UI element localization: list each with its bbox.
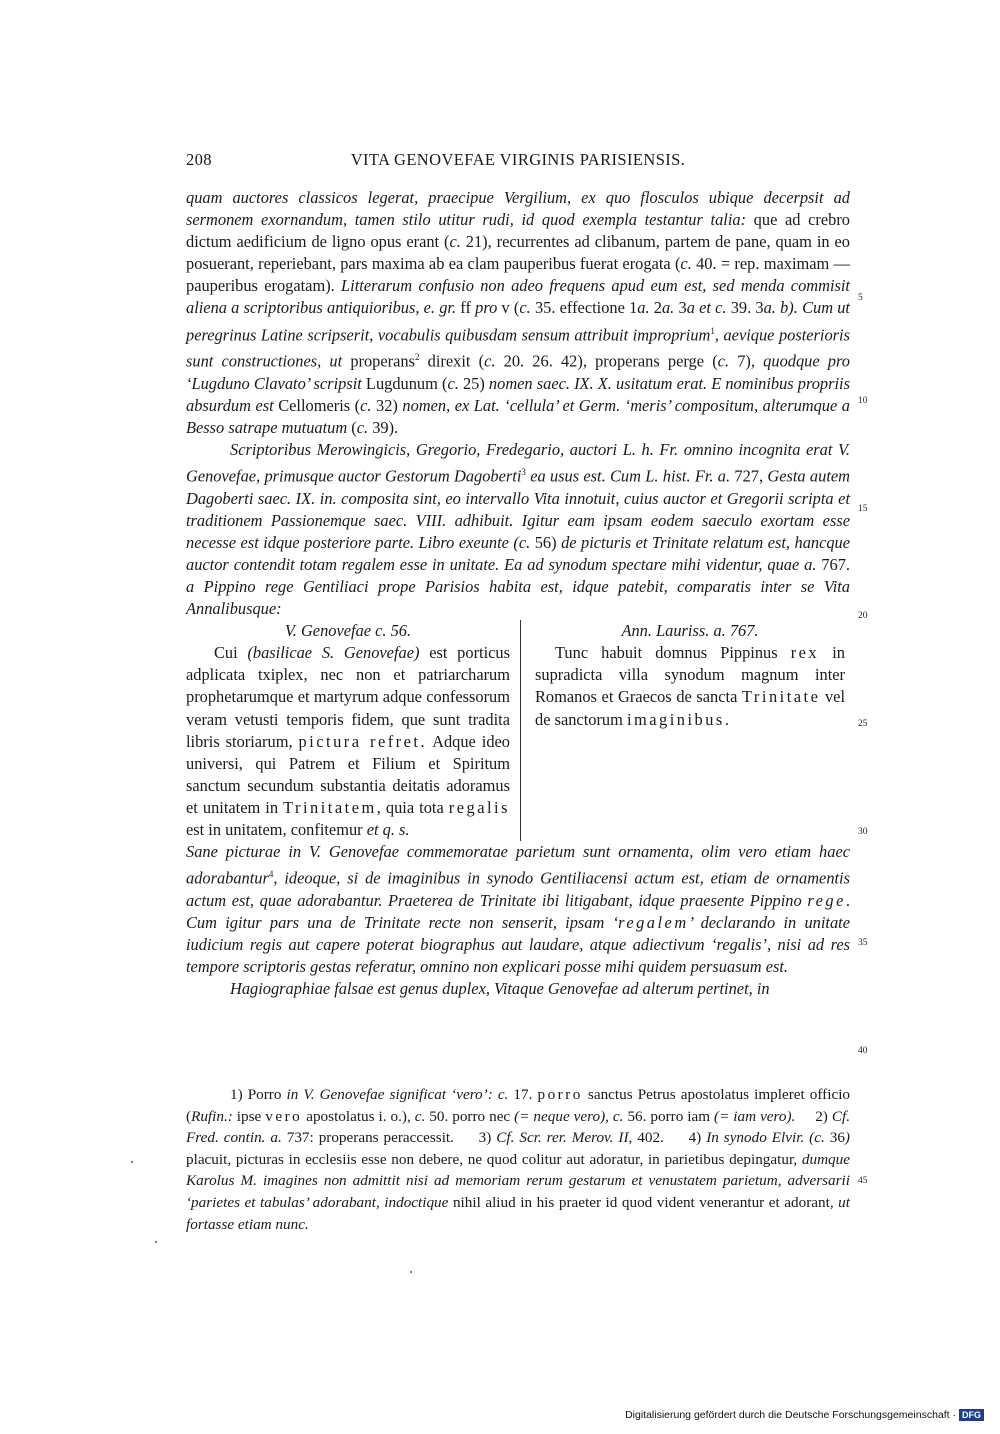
line-number: 30	[858, 827, 868, 837]
footnote: 1) Porro in V. Genovefae significat ‘vero’: c. 17. porro sanctus Petrus apostolatus impleret officio (Rufin.: ipse vero apostolatus i. o.), c. 50. porro nec (= neque vero), c. 56. porro iam (= iam vero). 2) Cf. Fred. contin. a. 737: properans peraccessit. 3) Cf. Scr. rer. Merov. II, 402. 4) In synodo Elvir. (c. 36) placuit, picturas in ecclesiis esse non debere, ne quod colitur aut adoratur, in parietibus depingatur, dumque Karolus M. imagines non admittit nisi ad memoriam rerum gestarum et venustatem parietum, adversarii ‘parietes et tabulas’ adorabant, indoctique nihil aliud in his praeter id quod vident venerantur et adorant, ut fortasse etiam nunc.	[186, 1086, 851, 1233]
comparison-columns	[186, 620, 850, 841]
paragraph: quam auctores classicos legerat, praecipue Vergilium, ex quo flosculos ubique decerpsit ad sermonem exornandum, tamen stilo utitur rudi, id quod exempla testantur talia: que ad crebro dictum aedificium de ligno opus erant (c. 21), recurrentes ad clibanum, partem de pane, quam in eo posuerant, reperiebant, pars maxima ab ea clam pauperibus fuerat erogata (c. 40. = rep. maximam — pauperibus erogatam). Litterarum confusio non adeo frequens apud eum est, sed menda commisit aliena a scriptoribus antiquioribus, e. gr. ff pro v (c. 35. effectione 1a. 2a. 3a et c. 39. 3a. b). Cum ut peregrinus Latine scripserit, vocabulis quibusdam sensum attribuit improprium$^1$, aevique posterioris sunt constructiones, ut properans$^2$ direxit (c. 20. 26. 42), properans perge (c. 7), quodque pro ‘Lugduno Clavato’ scripsit Lugdunum (c. 25) nomen saec. IX. X. usitatum erat. E nominibus propriis absurdum est Cellomeris (c. 32) nomen, ex Lat. ‘cellula’ et Germ. ‘meris’ compositum, alterumque a Besso satrape mutuatum (c. 39).	[186, 188, 850, 437]
paragraph: Hagiographiae falsae est genus duplex, Vitaque Genovefae ad alterum pertinet, in	[230, 979, 770, 999]
line-number: 5	[858, 293, 863, 303]
scan-speck	[410, 1271, 412, 1273]
running-title: VITA GENOVEFAE VIRGINIS PARISIENSIS.	[350, 150, 686, 169]
left-column: V. Genovefae c. 56. Cui (basilicae S. Genovefae) est porticus adplicata txiplex, nec non et patriarcharum prophetarumque et martyrum adque confessorum veram vetusti temporis fidem, que sunt tradita libris storiarum, pictura refret. Adque ideo universi, qui Patrem et Filium et Spiritum sanctum secundum substantia deitatis adoramus et unitatem in Trinitatem, quia tota regalis est in unitatem, confitemur et q. s.	[186, 620, 521, 841]
line-number: 20	[858, 611, 868, 621]
credit-text: Digitalisierung gefördert durch die Deutsche Forschungsgemeinschaft ·	[625, 1409, 956, 1421]
scan-speck	[155, 1241, 157, 1243]
digitization-credit	[625, 1409, 984, 1421]
main-text	[186, 187, 850, 1000]
line-number: 15	[858, 504, 868, 514]
left-column-heading: V. Genovefae c. 56.	[284, 621, 412, 641]
line-number: 25	[858, 719, 868, 729]
scan-speck	[131, 1161, 133, 1163]
line-number: 35	[858, 938, 868, 948]
line-number: 40	[858, 1046, 868, 1056]
line-number: 10	[858, 396, 868, 406]
dfg-logo: DFG	[959, 1409, 984, 1421]
page-number: 208	[186, 150, 212, 169]
right-column-heading: Ann. Lauriss. a. 767.	[621, 621, 759, 641]
line-number: 45	[858, 1176, 868, 1186]
paragraph: Scriptoribus Merowingicis, Gregorio, Fredegario, auctori L. h. Fr. omnino incognita erat V. Genovefae, primusque auctor Gestorum Dagoberti$^3$ ea usus est. Cum L. hist. Fr. a. 727, Gesta autem Dagoberti saec. IX. in. composita sint, eo intervallo Vita innotuit, cuius auctor et Gregorii scripta et traditionem Passionemque saec. VIII. adhibuit. Igitur eam ipsam eodem saeculo exortam esse necesse est idque posteriore parte. Libro exeunte (c. 56) de picturis et Trinitate relatum est, hancque auctor contendit totam regalem esse in unitate. Ea ad synodum spectare mihi videntur, quae a. 767. a Pippino rege Gentiliaci prope Parisios habita est, idque patebit, comparatis inter se Vita Annalibusque:	[186, 439, 851, 619]
footnotes	[186, 1084, 850, 1235]
paragraph: Sane picturae in V. Genovefae commemoratae parietum sunt ornamenta, olim vero etiam haec adorabantur$^4$, ideoque, si de imaginibus in synodo Gentiliacensi actum est, etiam de ornamentis actum est, quae adorabantur. Praeterea de Trinitate ibi litigabant, idque praesente Pippino rege. Cum igitur pars una de Trinitate recte non senserit, ipsam ‘regalem’ declarando in unitate iudicium regis aut capere poterat biographus aut laudare, atque adiectivum ‘regalis’, nisi ad res tempore scriptoris gestas referatur, omnino non explicari posse mihi quidem persuasum est.	[186, 842, 850, 977]
page-header	[186, 150, 850, 172]
right-column: Ann. Lauriss. a. 767. Tunc habuit domnus Pippinus rex in supradicta villa synodum magnum inter Romanos et Graecos de sancta Trinitate vel de sanctorum imaginibus.	[535, 621, 846, 729]
